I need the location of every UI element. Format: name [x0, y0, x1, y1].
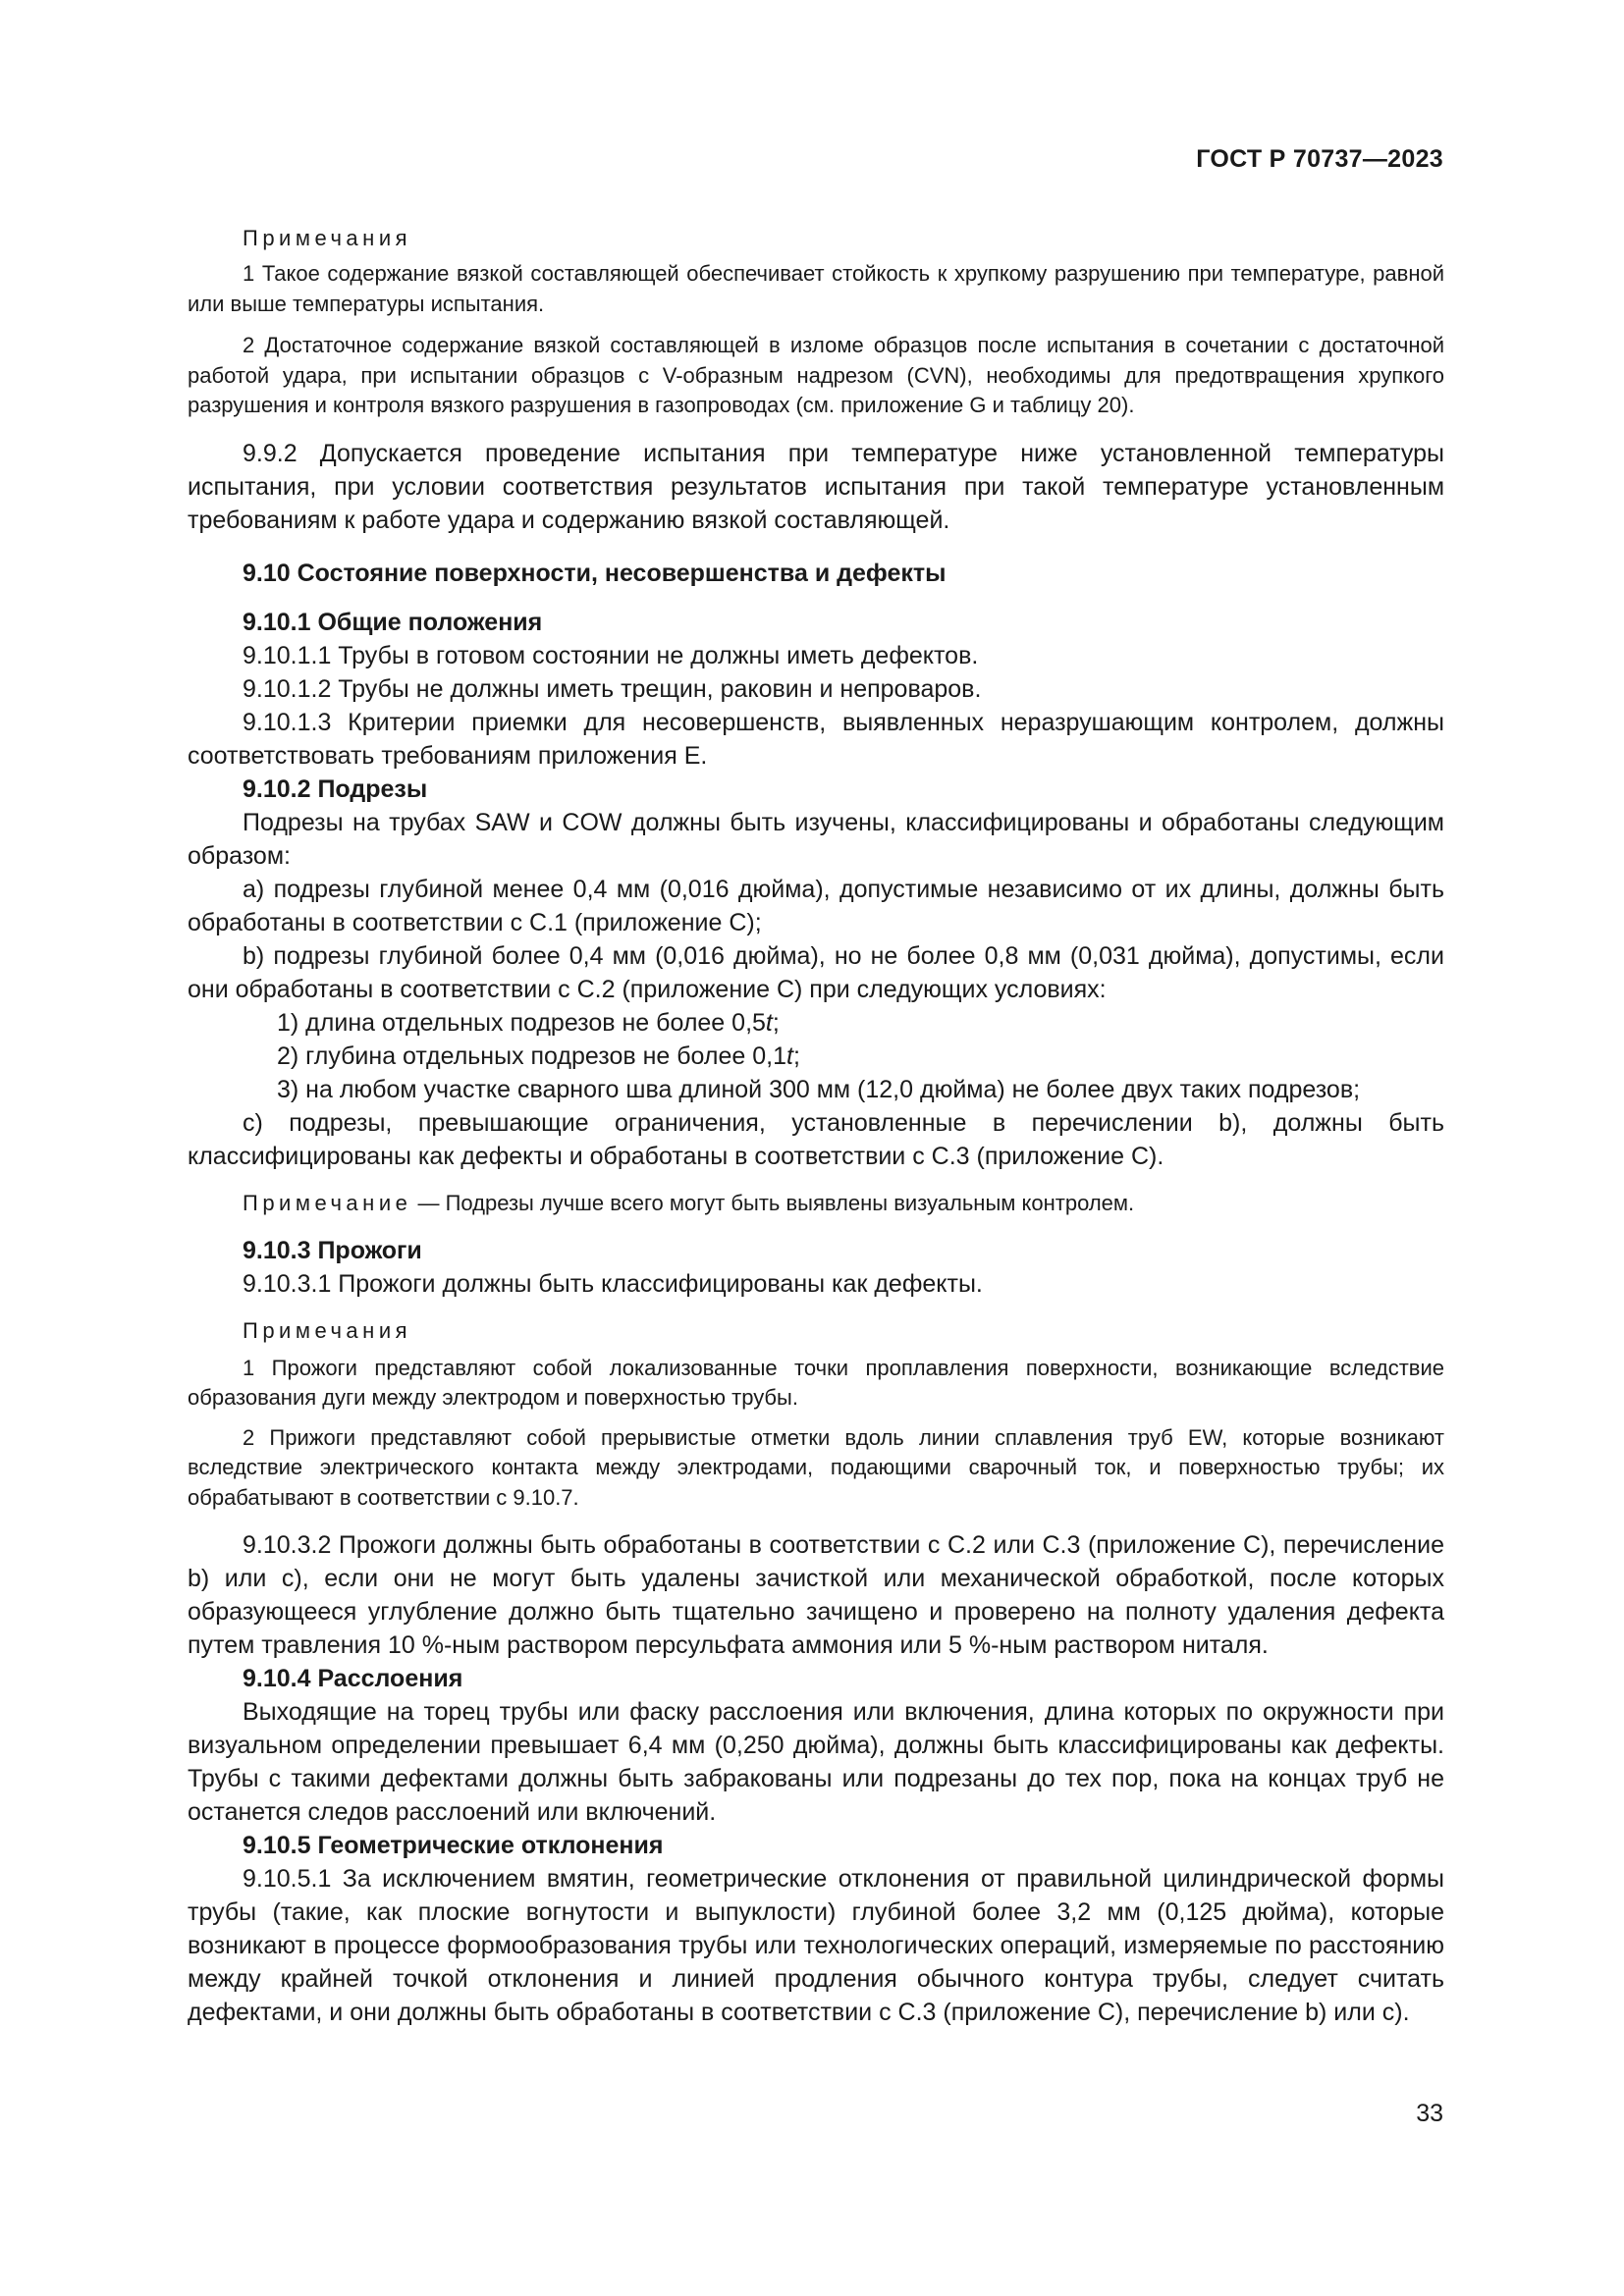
document-code: ГОСТ Р 70737—2023 — [1196, 145, 1443, 173]
note-label: Примечание — [243, 1190, 412, 1215]
subsection-title-9-10-5: 9.10.5 Геометрические отклонения — [243, 1832, 664, 1859]
notes-label: Примечания — [243, 226, 412, 250]
list-item-c: c) подрезы, превышающие ограничения, установленные в перечислении b), должны быть классифицированы как дефекты и обработаны в соответствии с C.3 (приложение C). — [188, 1108, 1444, 1170]
paragraph: Подрезы на трубах SAW и COW должны быть изучены, классифицированы и обработаны следующим образом: — [188, 808, 1444, 870]
paragraph: 9.10.3.2 Прожоги должны быть обработаны в соответствии с C.2 или C.3 (приложение C), перечисление b) или c), если они не могут быть удалены зачисткой или механической обработкой, после которых образующееся углубление должно быть тщательно зачищено и проверено на полноту удаления дефекта путем травления 10 %-ным раствором персульфата аммония или 5 %-ным раствором ниталя. — [188, 1531, 1444, 1659]
paragraph: Выходящие на торец трубы или фаску расслоения или включения, длина которых по окружности при визуальном определении превышает 6,4 мм (0,250 дюйма), должны быть классифицированы как дефекты. Трубы с такими дефектами должны быть забракованы или подрезаны до тех пор, пока на концах труб не останется следов расслоений или включений. — [188, 1698, 1444, 1826]
subsection-title-9-10-4: 9.10.4 Расслоения — [243, 1665, 463, 1692]
list-subitem-2: 2) глубина отдельных подрезов не более 0,1t; — [277, 1041, 800, 1070]
note-item: 2 Прижоги представляют собой прерывистые отметки вдоль линии сплавления труб EW, которые возникают вследствие электрического контакта между электродами, подающими сварочный ток, и поверхностью трубы; их обрабатывают в соответствии с 9.10.7. — [188, 1424, 1444, 1510]
list-item-b: b) подрезы глубиной более 0,4 мм (0,016 дюйма), но не более 0,8 мм (0,031 дюйма), допустимы, если они обработаны в соответствии с C.2 (приложение C) при следующих условиях: — [188, 941, 1444, 1003]
subsection-title-9-10-2: 9.10.2 Подрезы — [243, 774, 428, 803]
paragraph: 9.10.5.1 За исключением вмятин, геометрические отклонения от правильной цилиндрической формы трубы (такие, как плоские вогнутости и выпуклости) глубиной более 3,2 мм (0,125 дюйма), которые возникают в процессе формообразования трубы или технологических операций, измеряемые по расстоянию между крайней точкой отклонения и линией продления обычного контура трубы, следует считать дефектами, и они должны быть обработаны в соответствии с C.3 (приложение C), перечисление b) или c). — [188, 1865, 1444, 2026]
note-text: — Подрезы лучше всего могут быть выявлены визуальным контролем. — [411, 1190, 1135, 1215]
note-item: 1 Прожоги представляют собой локализованные точки проплавления поверхности, возникающие вследствие образования дуги между электродом и поверхностью трубы. — [188, 1355, 1444, 1410]
list-subitem-3: 3) на любом участке сварного шва длиной 300 мм (12,0 дюйма) не более двух таких подрезов; — [277, 1075, 1361, 1103]
subsection-title-9-10-3: 9.10.3 Прожоги — [243, 1236, 422, 1264]
note-item: 1 Такое содержание вязкой составляющей обеспечивает стойкость к хрупкому разрушению при температуре, равной или выше температуры испытания. — [188, 261, 1444, 316]
subsection-title-9-10-1: 9.10.1 Общие положения — [243, 608, 543, 636]
note — [188, 1189, 1444, 1218]
list-subitem-1: 1) длина отдельных подрезов не более 0,5t; — [277, 1008, 780, 1037]
section-title-9-10: 9.10 Состояние поверхности, несовершенства и дефекты — [243, 559, 947, 587]
paragraph: 9.10.1.1 Трубы в готовом состоянии не должны иметь дефектов. — [243, 641, 979, 669]
page-content — [188, 224, 1444, 2029]
paragraph-9-9-2: 9.9.2 Допускается проведение испытания при температуре ниже установленной температуры испытания, при условии соответствия результатов испытания при такой температуре установленным требованиям к работе удара и содержанию вязкой составляющей. — [188, 439, 1444, 534]
paragraph: 9.10.1.3 Критерии приемки для несовершенств, выявленных неразрушающим контролем, должны соответствовать требованиям приложения E. — [188, 708, 1444, 770]
paragraph: 9.10.1.2 Трубы не должны иметь трещин, раковин и непроваров. — [243, 674, 982, 703]
page-number: 33 — [1416, 2100, 1443, 2127]
list-item-a: a) подрезы глубиной менее 0,4 мм (0,016 дюйма), допустимые независимо от их длины, должны быть обработаны в соответствии с C.1 (приложение C); — [188, 875, 1444, 936]
notes-label: Примечания — [243, 1317, 412, 1343]
paragraph: 9.10.3.1 Прожоги должны быть классифицированы как дефекты. — [243, 1269, 983, 1298]
note-item: 2 Достаточное содержание вязкой составляющей в изломе образцов после испытания в сочетании с достаточной работой удара, при испытании образцов с V-образным надрезом (CVN), необходимы для предотвращения хрупкого разрушения и контроля вязкого разрушения в газопроводах (см. приложение G и таблицу 20). — [188, 333, 1444, 417]
